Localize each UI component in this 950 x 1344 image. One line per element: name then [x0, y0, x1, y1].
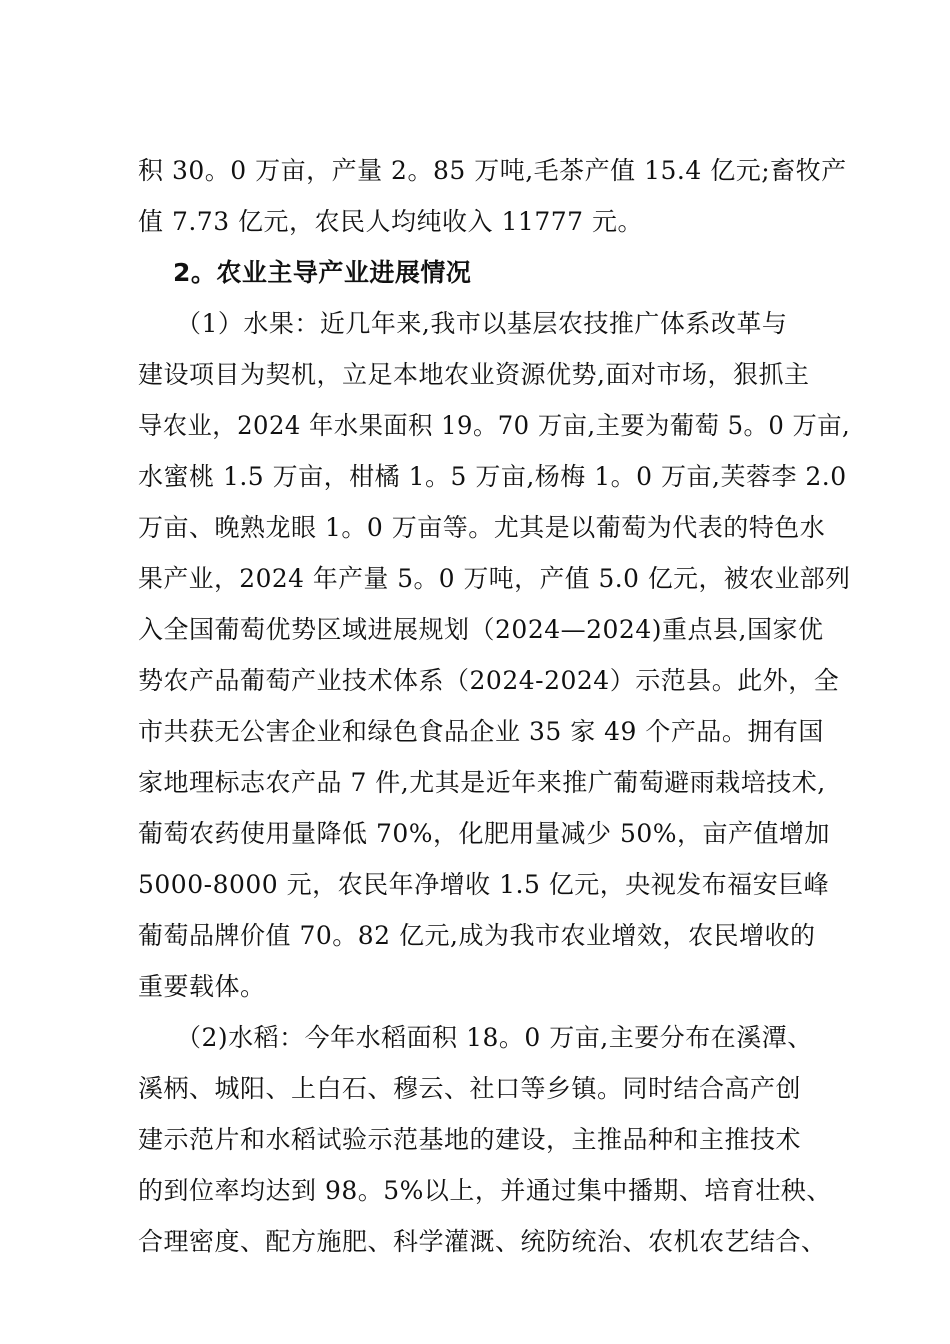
body-text-line: 万亩、晚熟龙眼 1。0 万亩等。尤其是以葡萄为代表的特色水	[138, 513, 826, 542]
body-text-line: 5000-8000 元，农民年净增收 1.5 亿元，央视发布福安巨峰	[138, 870, 830, 899]
body-text-line: 积 30。0 万亩，产量 2。85 万吨,毛茶产值 15.4 亿元;畜牧产	[138, 156, 847, 185]
body-text-line: 重要载体。	[138, 972, 266, 1001]
paragraph-start-line: （1）水果：近几年来,我市以基层农技推广体系改革与	[176, 309, 788, 338]
body-text-line: 值 7.73 亿元，农民人均纯收入 11777 元。	[138, 207, 643, 236]
body-text-line: 市共获无公害企业和绿色食品企业 35 家 49 个产品。拥有国	[138, 717, 824, 746]
body-text-line: 建设项目为契机，立足本地农业资源优势,面对市场，狠抓主	[138, 360, 810, 389]
body-text-line: 葡萄品牌价值 70。82 亿元,成为我市农业增效，农民增收的	[138, 921, 816, 950]
body-text-line: 建示范片和水稻试验示范基地的建设，主推品种和主推技术	[138, 1125, 802, 1154]
body-text-line: 果产业，2024 年产量 5。0 万吨，产值 5.0 亿元，被农业部列	[138, 564, 851, 593]
body-text-line: 导农业，2024 年水果面积 19。70 万亩,主要为葡萄 5。0 万亩,	[138, 411, 851, 440]
paragraph-start-line: （2)水稻：今年水稻面积 18。0 万亩,主要分布在溪潭、	[176, 1023, 813, 1052]
body-text-line: 的到位率均达到 98。5%以上，并通过集中播期、培育壮秧、	[138, 1176, 832, 1205]
body-text-line: 入全国葡萄优势区域进展规划（2024—2024)重点县,国家优	[138, 615, 824, 644]
section-heading: 2。农业主导产业进展情况	[173, 258, 472, 287]
body-text-line: 家地理标志农产品 7 件,尤其是近年来推广葡萄避雨栽培技术,	[138, 768, 826, 797]
body-text-line: 溪柄、城阳、上白石、穆云、社口等乡镇。同时结合高产创	[138, 1074, 802, 1103]
body-text-line: 葡萄农药使用量降低 70%，化肥用量减少 50%，亩产值增加	[138, 819, 831, 848]
body-text-line: 水蜜桃 1.5 万亩，柑橘 1。5 万亩,杨梅 1。0 万亩,芙蓉李 2.0	[138, 462, 847, 491]
body-text-line: 势农产品葡萄产业技术体系（2024-2024）示范县。此外，全	[138, 666, 840, 695]
body-text-line: 合理密度、配方施肥、科学灌溉、统防统治、农机农艺结合、	[138, 1227, 827, 1256]
